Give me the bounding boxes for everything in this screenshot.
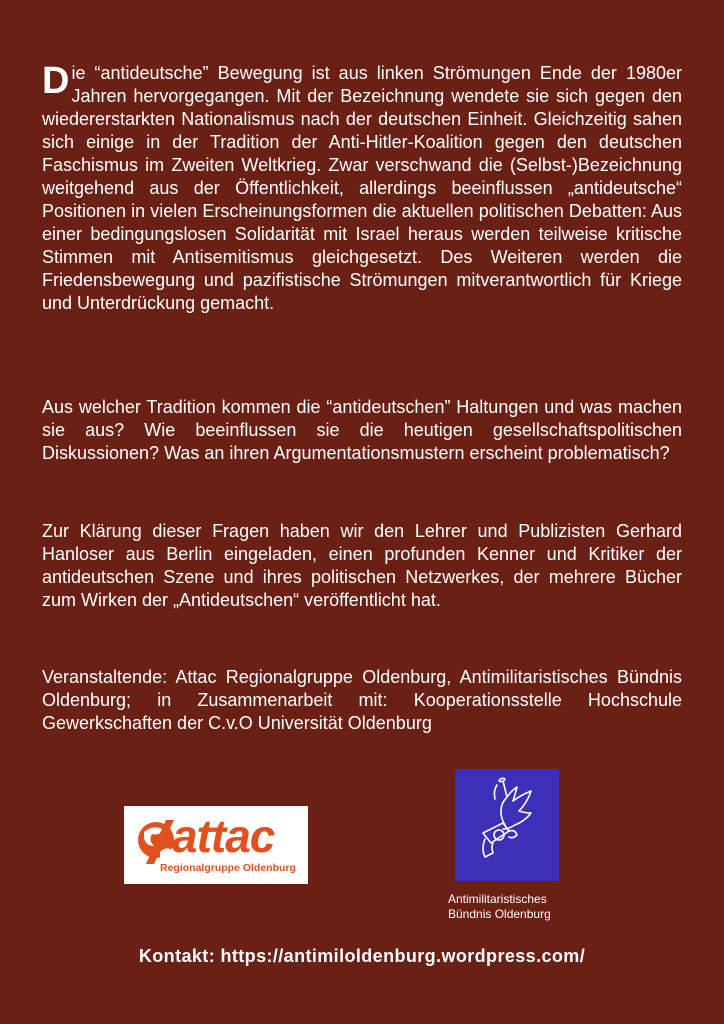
alliance-caption xyxy=(448,892,608,922)
speaker-paragraph: Zur Klärung dieser Fragen haben wir den Lehrer und Publizisten Gerhard Hanloser aus Berlin eingeladen, einen profunden Kenner und Kritiker der antideutschen Szene und ihres politischen Netzwerkes, der mehrere Bücher zum Wirken der „Antideutschen“ veröffentlicht hat. xyxy=(42,521,682,610)
attac-logo xyxy=(124,806,308,884)
intro-paragraph xyxy=(42,62,682,315)
alliance-logo xyxy=(455,769,559,881)
intro-text: ie “antideutsche” Bewegung ist aus linken Strömungen Ende der 1980er Jahren hervorgegangen. Mit der Bezeichnung wendete sie sich gegen den wiedererstarkten Nationalismus nach der deutschen Einheit. Gleichzeitig sahen sich einige in der Tradition der Anti-Hitler-Koalition gegen den deutschen Faschismus im Zweiten Weltkrieg. Zwar verschwand die (Selbst-)Bezeichnung weitgehend aus der Öffentlichkeit, allerdings beeinflussen „antideutsche“ Positionen in vielen Erscheinungsformen die aktuellen politischen Debatten: Aus einer bedingungslosen Solidarität mit Israel heraus werden teilweise kritische Stimmen mit Antisemitismus gleichgesetzt. Des Weiteren werden die Friedensbewegung und pazifistische Strömungen mitverantwortlich für Kriege und Unterdrückung gemacht. xyxy=(42,63,682,313)
attac-wordmark: attac xyxy=(172,810,275,862)
drop-cap: D xyxy=(42,60,70,102)
attac-subtitle: Regionalgruppe Oldenburg xyxy=(160,862,296,874)
dove-gun-icon xyxy=(455,769,559,881)
questions-paragraph: Aus welcher Tradition kommen die “antideutschen” Haltungen und was machen sie aus? Wie beeinflussen sie die heutigen gesellschaftspolitischen Diskussionen? Was an ihren Argumentationsmustern erscheint problematisch? xyxy=(42,397,682,463)
organizers-paragraph: Veranstaltende: Attac Regionalgruppe Oldenburg, Antimilitaristisches Bündnis Oldenburg; in Zusammenarbeit mit: Kooperationsstelle Hochschule Gewerkschaften der C.v.O Universität Oldenburg xyxy=(42,667,682,733)
contact-line: Kontakt: https://antimiloldenburg.wordpress.com/ xyxy=(138,946,586,966)
alliance-caption-line1: Antimilitaristisches xyxy=(448,892,547,906)
alliance-caption-line2: Bündnis Oldenburg xyxy=(448,907,551,921)
